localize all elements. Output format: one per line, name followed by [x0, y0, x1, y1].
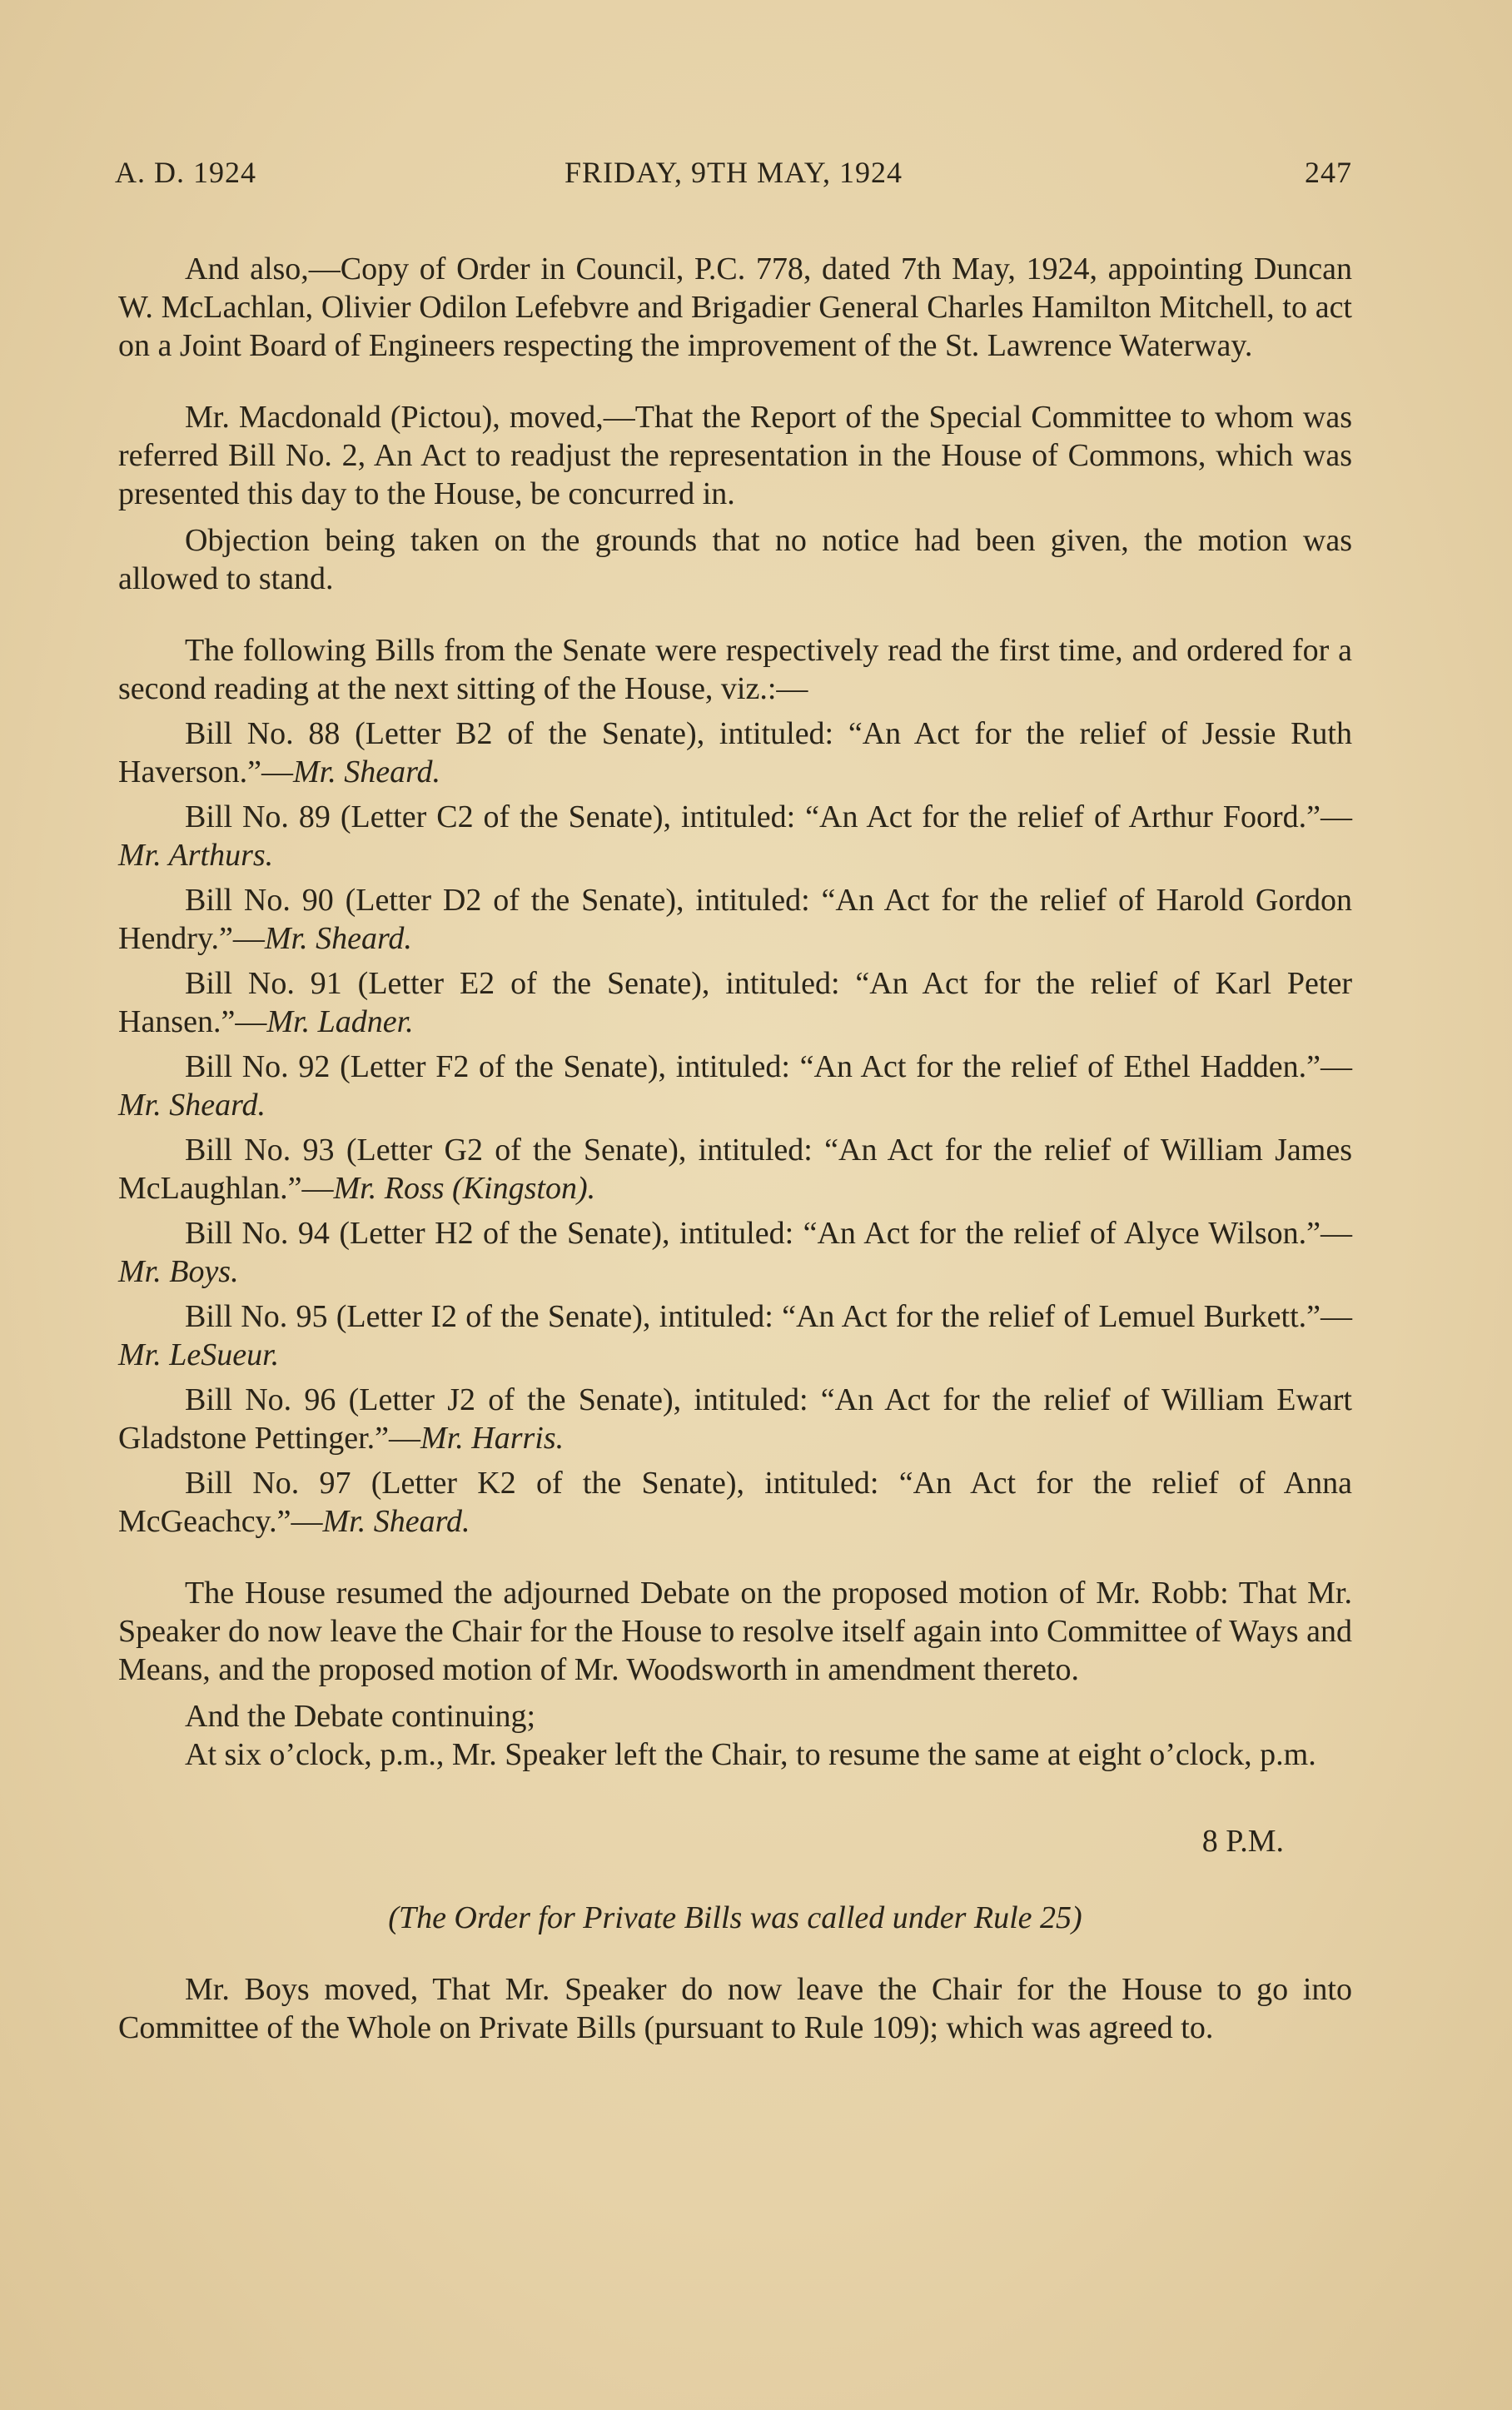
paragraph-debate-continuing: And the Debate continuing; — [185, 1699, 536, 1734]
bill-entry — [118, 1048, 1352, 1124]
paragraph-senate-bills-intro: The following Bills from the Senate were respectively read the first time, and ordered for a second reading at the next sitting of the House, viz.:— — [118, 633, 1352, 706]
paragraph-macdonald-motion: Mr. Macdonald (Pictou), moved,—That the Report of the Special Committee to whom was referred Bill No. 2, An Act to readjust the representation in the House of Commons, which was presented this day to the House, be concurred in. — [118, 400, 1352, 511]
bill-member: Mr. Sheard. — [292, 754, 440, 789]
bill-text: Bill No. 95 (Letter I2 of the Senate), intituled: “An Act for the relief of Lemuel Burkett.”— — [185, 1299, 1352, 1334]
page-number: 247 — [1305, 156, 1352, 189]
bill-entry — [118, 1131, 1352, 1207]
order-private-bills: (The Order for Private Bills was called under Rule 25) — [388, 1900, 1082, 1935]
paragraph-six-oclock: At six o’clock, p.m., Mr. Speaker left the Chair, to resume the same at eight o’clock, p.m. — [185, 1737, 1316, 1772]
bill-entry — [118, 1381, 1352, 1457]
bill-text: Bill No. 92 (Letter F2 of the Senate), intituled: “An Act for the relief of Ethel Hadden.”— — [185, 1049, 1352, 1084]
bill-member: Mr. LeSueur. — [118, 1337, 280, 1372]
header-date: FRIDAY, 9TH MAY, 1924 — [564, 156, 903, 189]
bill-text: Bill No. 93 (Letter G2 of the Senate), intituled: “An Act for the relief of William James McLaughlan.”— — [118, 1133, 1352, 1206]
bill-text: Bill No. 91 (Letter E2 of the Senate), intituled: “An Act for the relief of Karl Peter Hansen.”— — [118, 966, 1352, 1039]
bill-member: Mr. Sheard. — [264, 921, 412, 956]
bill-entry — [118, 1464, 1352, 1541]
bill-member: Mr. Sheard. — [118, 1088, 266, 1123]
bill-entry — [118, 881, 1352, 958]
paragraph-order-in-council: And also,—Copy of Order in Council, P.C. 778, dated 7th May, 1924, appointing Duncan W. McLachlan, Olivier Odilon Lefebvre and Brigadier General Charles Hamilton Mitchell, to act on a Joint Board of Engineers respecting the improvement of the St. Lawrence Waterway. — [118, 251, 1352, 363]
bill-member: Mr. Harris. — [420, 1421, 565, 1456]
bill-member: Mr. Ladner. — [266, 1004, 414, 1039]
bill-entry — [118, 964, 1352, 1041]
bill-text: Bill No. 90 (Letter D2 of the Senate), intituled: “An Act for the relief of Harold Gordon Hendry.”— — [118, 883, 1352, 956]
bill-list — [118, 715, 1352, 1541]
bill-member: Mr. Boys. — [118, 1254, 239, 1289]
header-year: A. D. 1924 — [115, 156, 256, 189]
page-header — [115, 155, 1352, 197]
paragraph-objection: Objection being taken on the grounds that no notice had been given, the motion was allowed to stand. — [118, 523, 1352, 596]
bill-entry — [118, 798, 1352, 874]
bill-entry — [118, 1214, 1352, 1291]
bill-member: Mr. Ross (Kingston). — [333, 1171, 596, 1206]
bill-entry — [118, 715, 1352, 791]
paragraph-debate-resumed: The House resumed the adjourned Debate on the proposed motion of Mr. Robb: That Mr. Speaker do now leave the Chair for the House to resolve itself again into Committee of Ways and Means, and the proposed motion of Mr. Woodsworth in amendment thereto. — [118, 1576, 1352, 1687]
bill-text: Bill No. 97 (Letter K2 of the Senate), intituled: “An Act for the relief of Anna McGeachcy.”— — [118, 1466, 1352, 1539]
bill-text: Bill No. 89 (Letter C2 of the Senate), intituled: “An Act for the relief of Arthur Foord.”— — [185, 799, 1352, 834]
paragraph-boys-motion: Mr. Boys moved, That Mr. Speaker do now leave the Chair for the House to go into Committee of the Whole on Private Bills (pursuant to Rule 109); which was agreed to. — [118, 1972, 1352, 2045]
bill-member: Mr. Sheard. — [322, 1504, 470, 1539]
bill-member: Mr. Arthurs. — [118, 838, 274, 873]
bill-text: Bill No. 88 (Letter B2 of the Senate), intituled: “An Act for the relief of Jessie Ruth Haverson.”— — [118, 716, 1352, 789]
page-body — [118, 250, 1352, 2047]
time-heading: 8 P.M. — [1201, 1824, 1284, 1859]
bill-text: Bill No. 96 (Letter J2 of the Senate), intituled: “An Act for the relief of William Ewart Gladstone Pettinger.”— — [118, 1382, 1352, 1456]
bill-entry — [118, 1297, 1352, 1374]
bill-text: Bill No. 94 (Letter H2 of the Senate), intituled: “An Act for the relief of Alyce Wilson.”— — [185, 1216, 1352, 1251]
